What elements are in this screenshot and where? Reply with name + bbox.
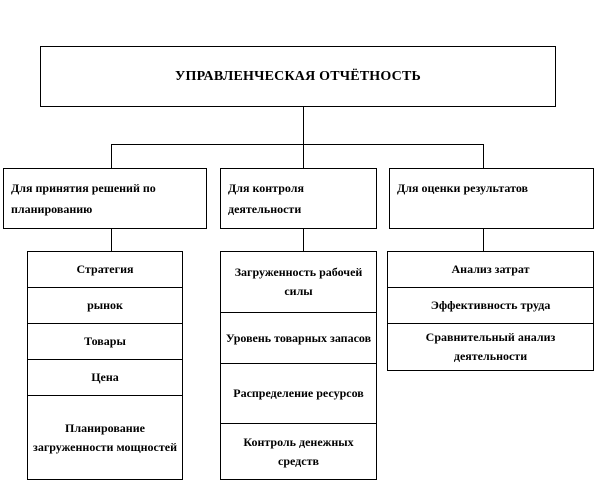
list-item: Эффективность труда [388,288,593,324]
list-item: Стратегия [28,252,182,288]
report-title: УПРАВЛЕНЧЕСКАЯ ОТЧЁТНОСТЬ [175,68,421,84]
control-items-list [220,251,377,480]
list-item: Загруженность рабочей силы [221,252,376,313]
list-item: Анализ затрат [388,252,593,288]
list-item: Сравнительный анализ деятельности [425,330,556,363]
list-item: Контроль денежных средств [243,434,354,468]
category-control-label: Для контроля деятельности [228,181,304,216]
list-item: Уровень товарных запасов [221,313,376,364]
category-evaluation-box [389,168,594,229]
category-evaluation-label: Для оценки результатов [397,181,529,195]
list-item: Распределение ресурсов [221,364,376,424]
category-control-box [220,168,377,229]
category-planning-box [3,168,207,229]
list-item: Товары [28,324,182,360]
report-title-box [40,46,556,107]
list-item: Планирование загруженности мощностей [33,420,177,454]
planning-items-list [27,251,183,480]
category-planning-label: Для принятия решений по планированию [11,181,156,216]
evaluation-items-list [387,251,594,371]
list-item: Цена [28,360,182,396]
list-item: рынок [28,288,182,324]
